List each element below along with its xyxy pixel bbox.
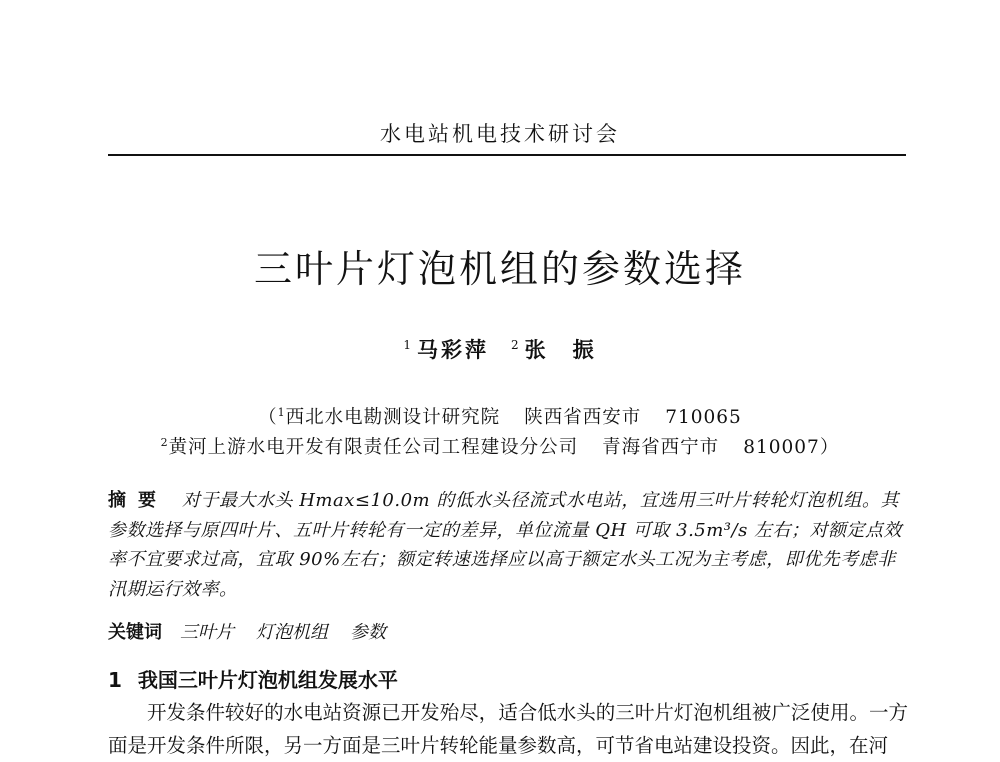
affiliation-close-paren: ） xyxy=(819,437,840,458)
abstract-text: 对于最大水头 Hmax≤10.0m 的低水头径流式水电站，宜选用三叶片转轮灯泡机组。其参数选择与原四叶片、五叶片转轮有一定的差异，单位流量 QH 可取 3.5m³/s 左右；对额定点效率不宜要求过高，宜取 90%左右；额定转速选择应以高于额定水头工况为主考虑，即优先考虑非汛期运行效率。 xyxy=(108,490,903,600)
keyword: 参数 xyxy=(350,622,386,643)
affiliation-open-paren: （ xyxy=(258,407,278,428)
affiliation-mark: 2 xyxy=(160,436,169,449)
author xyxy=(403,337,489,362)
affiliation-line xyxy=(0,433,1000,459)
author-list xyxy=(0,334,1000,364)
abstract xyxy=(108,486,908,604)
keywords-label: 关键词 xyxy=(108,622,162,643)
section-number: 1 xyxy=(108,668,122,692)
affiliation-institution: 黄河上游水电开发有限责任公司工程建设分公司 xyxy=(168,437,579,458)
abstract-label: 摘要 xyxy=(108,490,168,511)
affiliation-institution: 西北水电勘测设计研究院 xyxy=(285,407,501,428)
affiliation-location: 青海省西宁市 xyxy=(602,437,720,458)
running-header: 水电站机电技术研讨会 xyxy=(380,122,620,146)
affiliation-postcode: 710065 xyxy=(665,407,742,428)
header-rule xyxy=(108,154,906,156)
author-name: 马彩萍 xyxy=(417,337,489,362)
affiliation-location: 陕西省西安市 xyxy=(524,407,642,428)
section-heading xyxy=(108,664,908,693)
keyword: 灯泡机组 xyxy=(256,622,328,643)
author-affil-mark: 1 xyxy=(403,338,414,352)
author xyxy=(511,337,597,362)
keyword: 三叶片 xyxy=(180,622,234,643)
keywords xyxy=(108,618,908,644)
author-name: 张 振 xyxy=(524,337,597,362)
affiliation-line xyxy=(0,403,1000,429)
paper-title: 三叶片灯泡机组的参数选择 xyxy=(253,247,746,291)
affiliation-mark: 1 xyxy=(277,406,286,419)
body-paragraph: 开发条件较好的水电站资源已开发殆尽，适合低水头的三叶片灯泡机组被广泛使用。一方面是开发条件所限，另一方面是三叶片转轮能量参数高，可节省电站建设投资。因此，在河 xyxy=(108,701,908,757)
section-title: 我国三叶片灯泡机组发展水平 xyxy=(137,668,398,692)
author-affil-mark: 2 xyxy=(511,338,522,352)
affiliation-postcode: 810007 xyxy=(743,437,820,458)
